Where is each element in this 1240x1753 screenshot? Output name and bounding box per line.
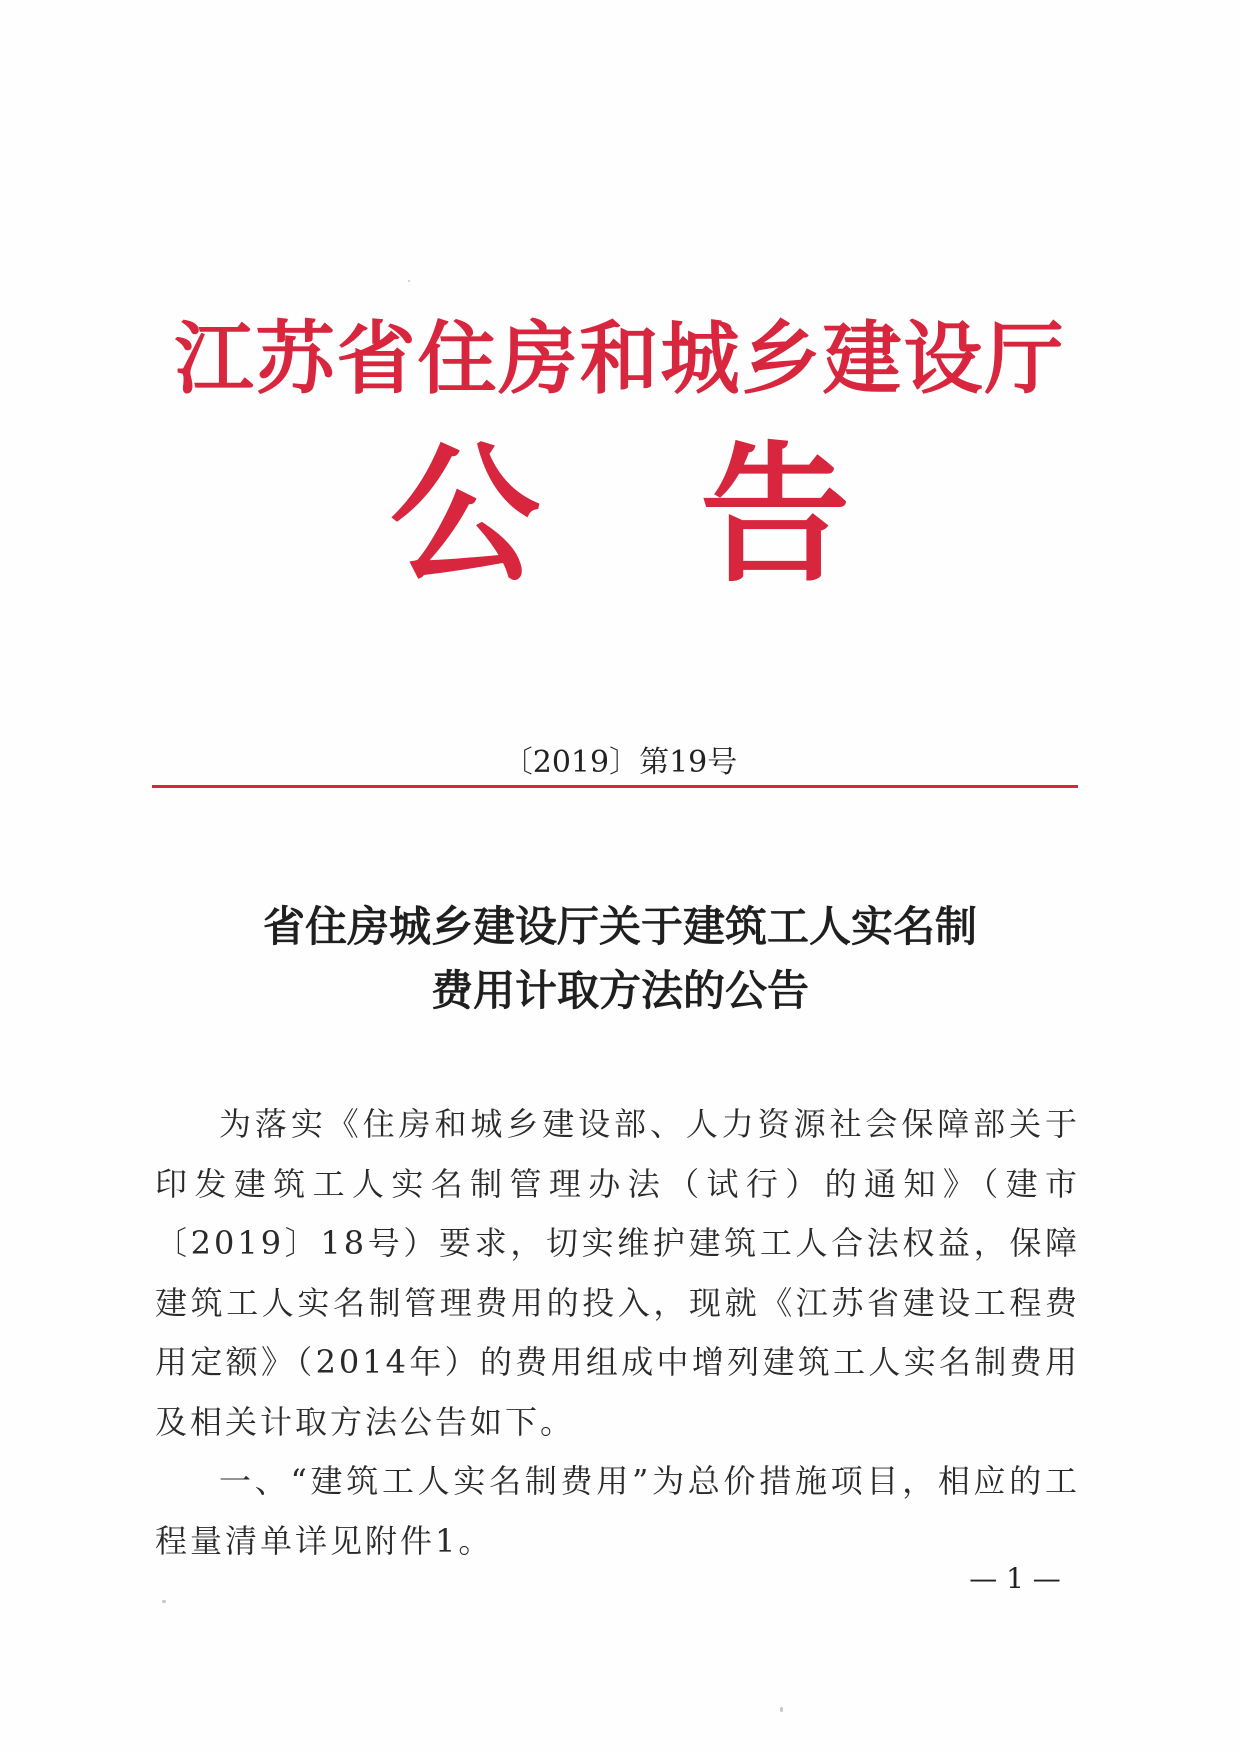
body-paragraph-2: 一、“建筑工人实名制费用”为总价措施项目，相应的工程量清单详见附件1。	[155, 1462, 1080, 1560]
body-paragraph-1: 为落实《住房和城乡建设部、人力资源社会保障部关于印发建筑工人实名制管理办法（试行）的通知》（建市〔2019〕18号）要求，切实维护建筑工人合法权益，保障建筑工人实名制管理费用的投入，现就《江苏省建设工程费用定额》（2014年）的费用组成中增列建筑工人实名制费用及相关计取方法公告如下。	[155, 1105, 1080, 1441]
red-divider-line	[152, 785, 1078, 788]
body-text	[155, 1095, 1080, 1571]
title-line-2: 费用计取方法的公告	[430, 966, 809, 1015]
document-type-heading: 公告	[389, 427, 1010, 603]
issuer-name: 江苏省住房和城乡建设厅	[174, 312, 1066, 405]
scan-speck	[780, 1707, 783, 1712]
scan-speck	[162, 1600, 166, 1603]
page-number: — 1 —	[969, 1562, 1061, 1595]
scan-speck	[408, 280, 410, 282]
document-number: 〔2019〕第19号	[502, 745, 738, 780]
announcement-title	[0, 895, 1240, 1023]
title-line-1: 省住房城乡建设厅关于建筑工人实名制	[262, 902, 977, 951]
